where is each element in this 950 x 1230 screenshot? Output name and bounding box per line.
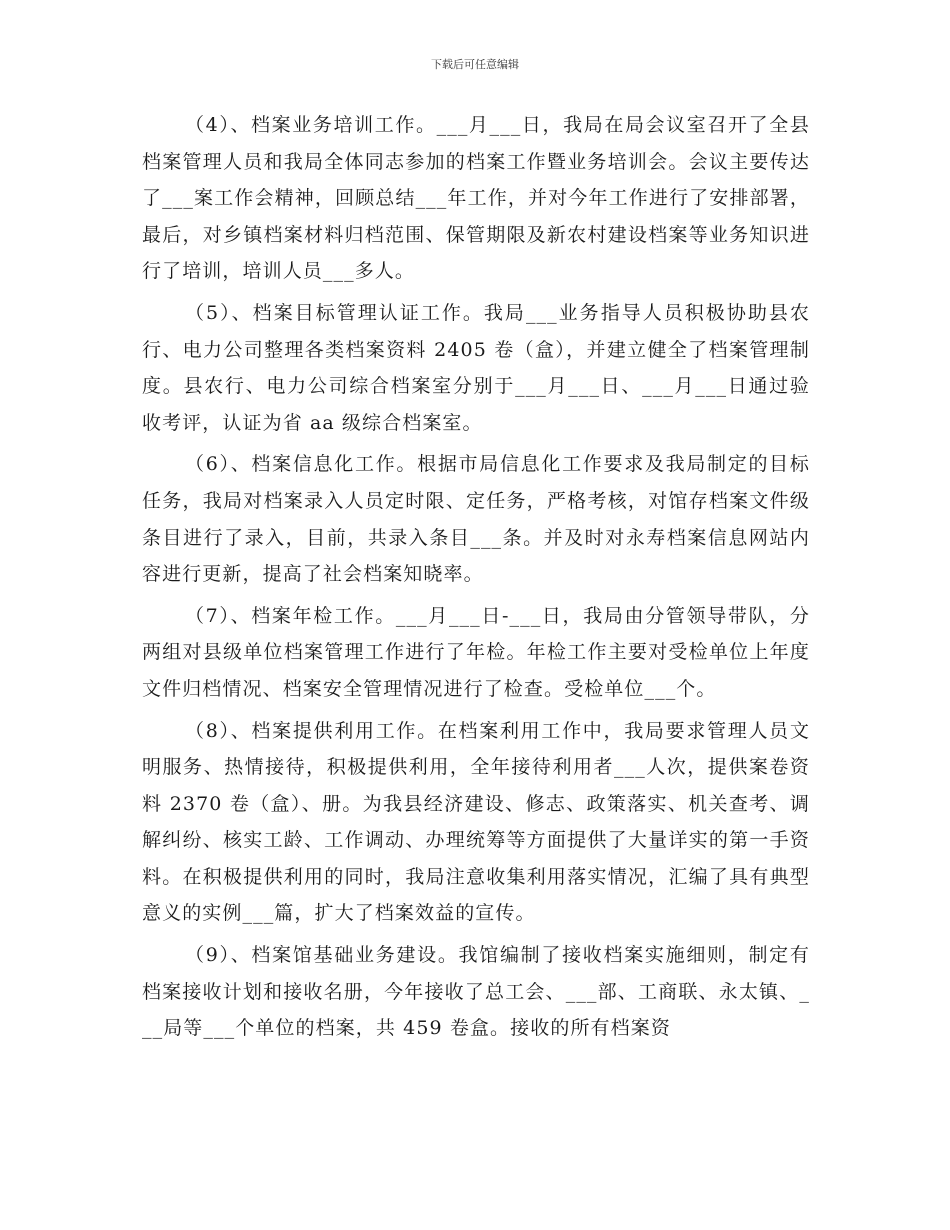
paragraph-annual-inspection: （7）、档案年检工作。___月___日-___日，我局由分管领导带队，分两组对县级单位档案管理工作进行了年检。年检工作主要对受检单位上年度文件归档情况、档案安全管理情况进行了检查。受检单位___个。 <box>142 604 810 700</box>
paragraph-target-certification: （5）、档案目标管理认证工作。我局___业务指导人员积极协助县农行、电力公司整理各类档案资料 2405 卷（盒），并建立健全了档案管理制度。县农行、电力公司综合档案室分别于___月___日、___月___日通过验收考评，认证为省 aa 级综合档案室。 <box>142 301 810 434</box>
paragraph-archive-training: （4）、档案业务培训工作。___月___日，我局在局会议室召开了全县档案管理人员和我局全体同志参加的档案工作暨业务培训会。会议主要传达了___案工作会精神，回顾总结___年工作，并对今年工作进行了安排部署，最后，对乡镇档案材料归档范围、保管期限及新农村建设档案等业务知识进行了培训，培训人员___多人。 <box>142 114 810 283</box>
paragraph-informatization: （6）、档案信息化工作。根据市局信息化工作要求及我局制定的目标任务，我局对档案录入人员定时限、定任务，严格考核，对馆存档案文件级条目进行了录入，目前，共录入条目___条。并及时对永寿档案信息网站内容进行更新，提高了社会档案知晓率。 <box>142 453 810 586</box>
page-header: 下载后可任意编辑 <box>431 58 519 71</box>
paragraph-basic-construction: （9）、档案馆基础业务建设。我馆编制了接收档案实施细则，制定有档案接收计划和接收名册，今年接收了总工会、___部、工商联、永太镇、___局等___个单位的档案，共 459 卷盒。接收的所有档案资 <box>142 944 810 1040</box>
paragraph-archive-utilization: （8）、档案提供利用工作。在档案利用工作中，我局要求管理人员文明服务、热情接待，积极提供利用，全年接待利用者___人次，提供案卷资料 2370 卷（盒）、册。为我县经济建设、修志、政策落实、机关查考、调解纠纷、核实工龄、工作调动、办理统筹等方面提供了大量详实的第一手资料。在积极提供利用的同时，我局注意收集利用落实情况，汇编了具有典型意义的实例___篇，扩大了档案效益的宣传。 <box>142 719 810 925</box>
document-body <box>142 107 810 1052</box>
